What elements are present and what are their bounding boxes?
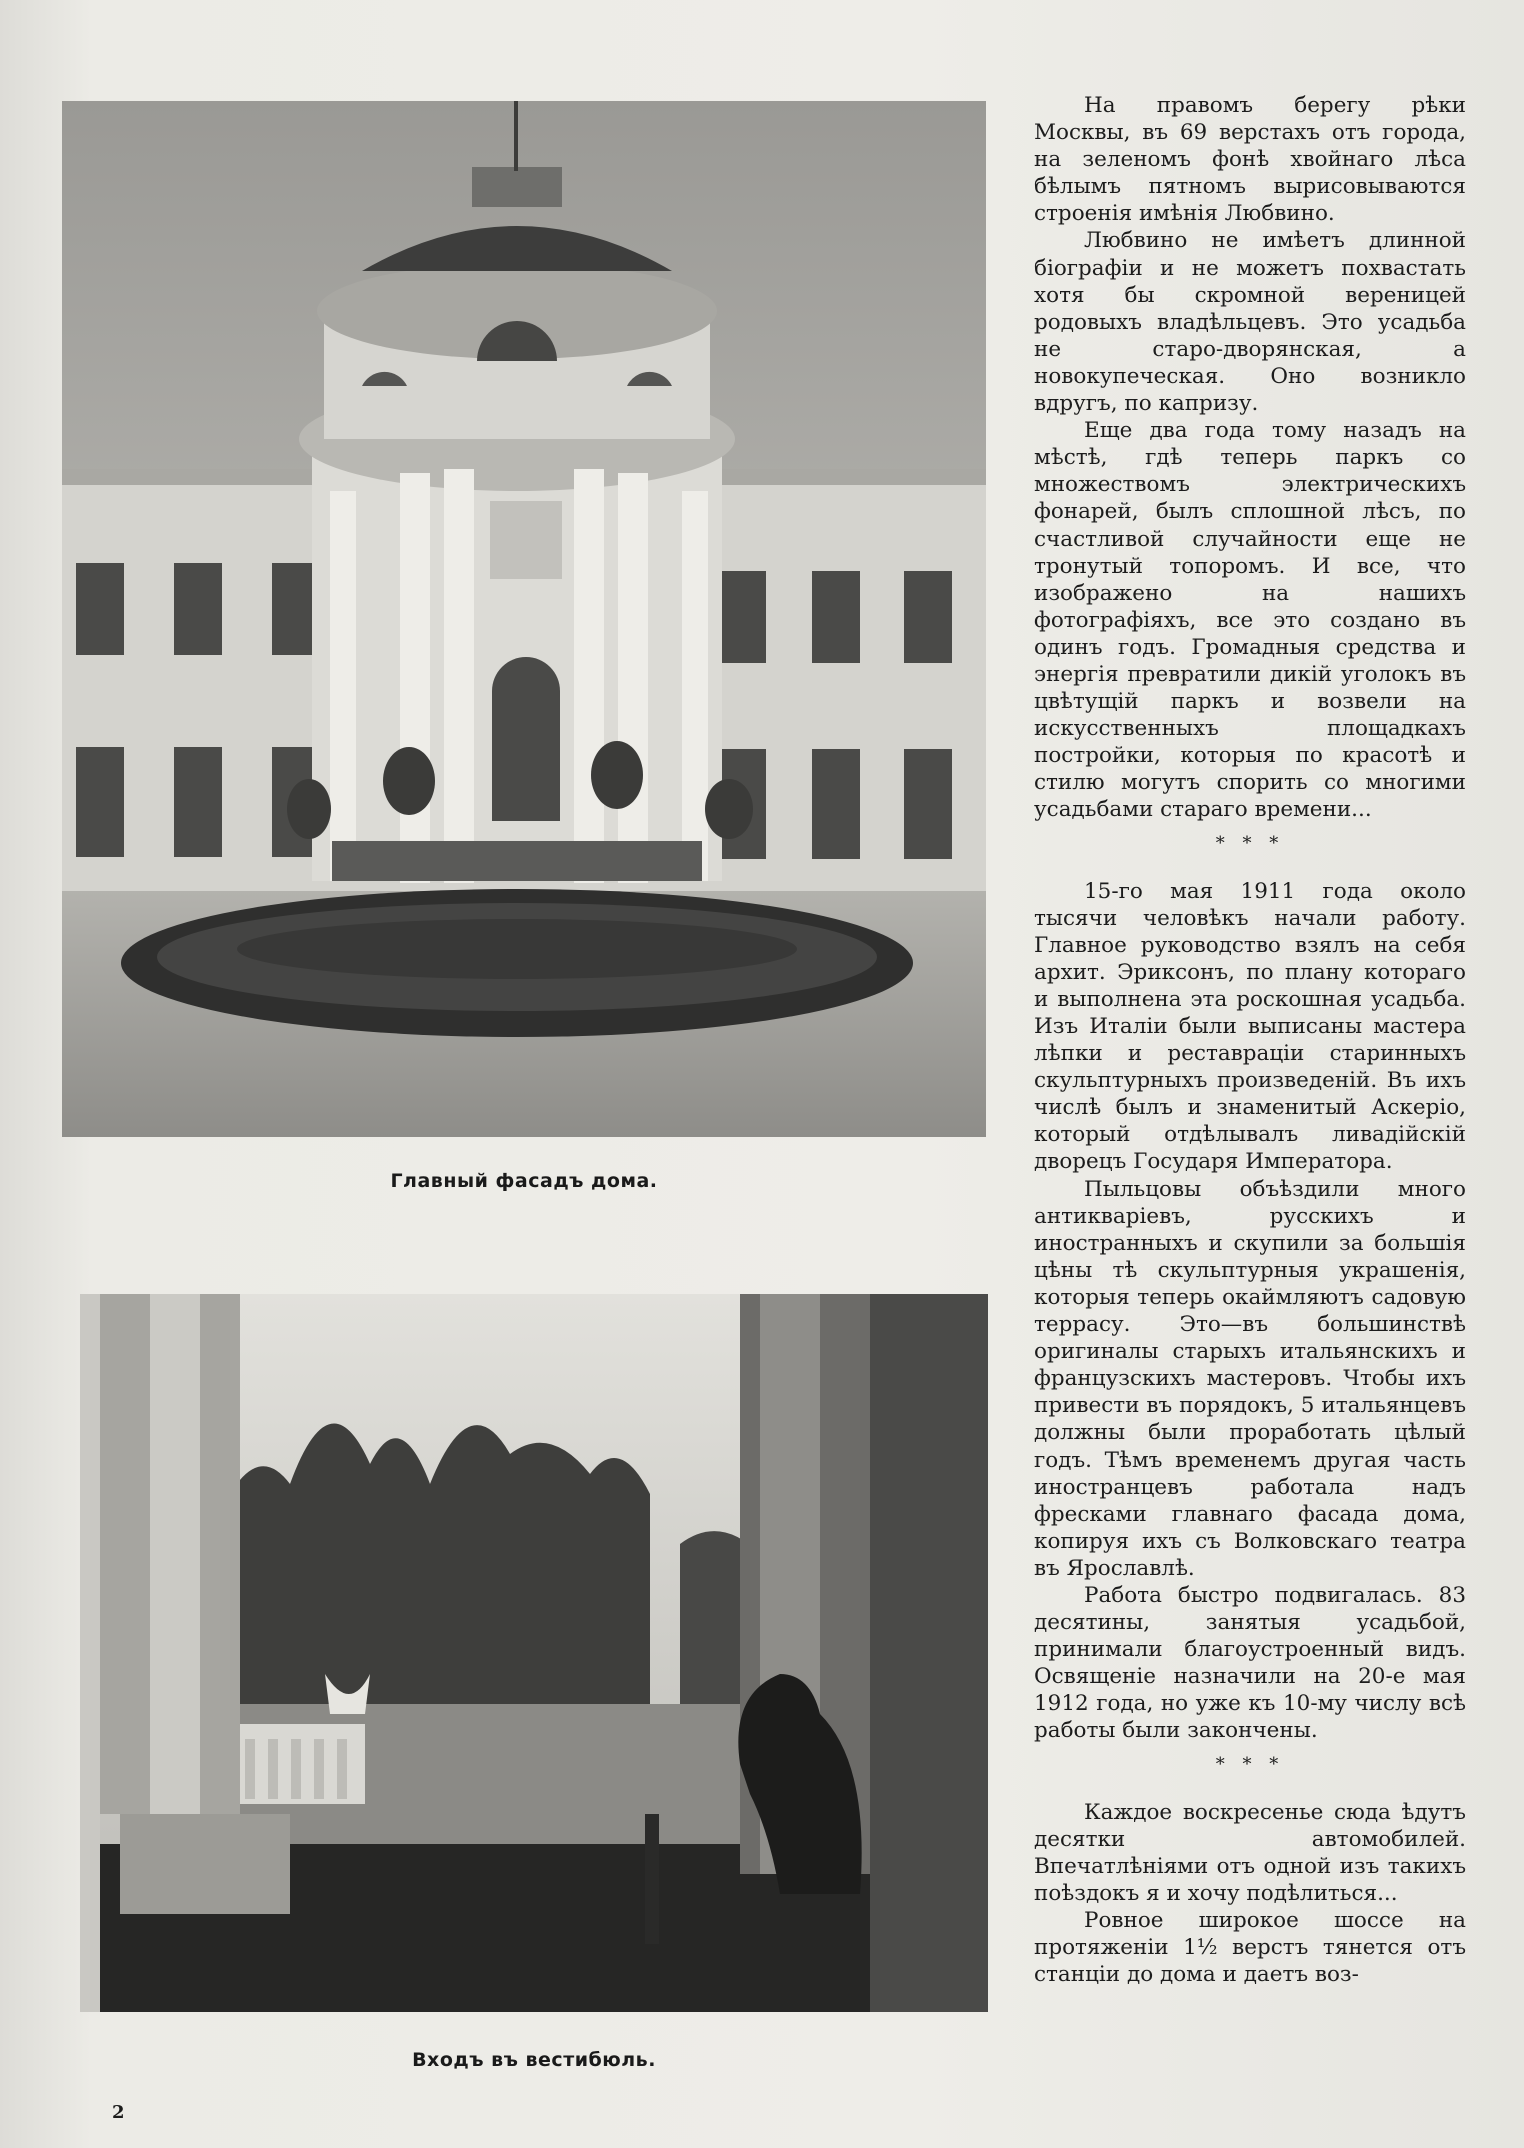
paragraph-may-1911: 15-го мая 1911 года около тысячи человѣкъ начали работу. Главное руководство взялъ на себя архит. Эриксонъ, по плану котораго и выполнена эта роскошная усадьба. Изъ Италіи были выписаны мастера лѣпки и реставраціи старинныхъ скульптурныхъ произведеній. Въ ихъ числѣ былъ и знаменитый Аскеріо, который отдѣлывалъ ливадійскій дворецъ Государя Императора. xyxy=(1034,878,1466,1175)
photo-vestibule-entrance xyxy=(80,1294,988,2012)
caption-vestibule-entrance: Входъ въ вестибюль. xyxy=(412,2049,656,2071)
caption-main-facade: Главный фасадъ дома. xyxy=(390,1170,658,1192)
paragraph-highway: Ровное широкое шоссе на протяженіи 1½ верстъ тянется отъ станціи до дома и даетъ воз- xyxy=(1034,1907,1466,1988)
facade-illustration xyxy=(62,101,986,1137)
paragraph-work-progress: Работа быстро подвигалась. 83 десятины, занятыя усадьбой, принимали благоустроенный видъ. Освященіе назначили на 20-е мая 1912 года, но уже къ 10-му числу всѣ работы были закончены. xyxy=(1034,1582,1466,1744)
paragraph-biography: Любвино не имѣетъ длинной біографіи и не можетъ похвастать хотя бы скромной вереницей родовыхъ владѣльцевъ. Это усадьба не старо-дворянская, а новокупеческая. Оно возникло вдругъ, по капризу. xyxy=(1034,228,1466,417)
article-text-column xyxy=(1034,92,1466,1988)
photo-main-facade xyxy=(62,101,986,1137)
paragraph-antiques: Пыльцовы объѣздили много антикваріевъ, русскихъ и иностранныхъ и скупили за большія цѣны тѣ скульптурныя украшенія, которыя теперь окаймляютъ садовую террасу. Это—въ большинствѣ оригиналы старыхъ итальянскихъ и французскихъ мастеровъ. Чтобы ихъ привести въ порядокъ, 5 итальянцевъ должны были проработать цѣлый годъ. Тѣмъ временемъ другая часть иностранцевъ работала надъ фресками главнаго фасада дома, копируя ихъ съ Волковскаго театра въ Ярославлѣ. xyxy=(1034,1176,1466,1581)
vestibule-illustration xyxy=(80,1294,988,2012)
paragraph-two-years: Еще два года тому назадъ на мѣстѣ, гдѣ теперь паркъ со множествомъ электрическихъ фонарей, былъ сплошной лѣсъ, по счастливой случайности еще не тронутый топоромъ. И все, что изображено на нашихъ фотографіяхъ, все это создано въ одинъ годъ. Громадныя средства и энергія превратили дикій уголокъ въ цвѣтущій паркъ и возвели на искусственныхъ площадкахъ постройки, которыя по красотѣ и стилю могутъ спорить со многими усадьбами стараго времени... xyxy=(1034,418,1466,823)
page-number: 2 xyxy=(112,2102,125,2123)
paragraph-intro: На правомъ берегу рѣки Москвы, въ 69 верстахъ отъ города, на зеленомъ фонѣ хвойнаго лѣса бѣлымъ пятномъ вырисовываются строенія имѣнія Любвино. xyxy=(1034,93,1466,227)
paragraph-sundays: Каждое воскресенье сюда ѣдутъ десятки автомобилей. Впечатлѣніями отъ одной изъ такихъ поѣздокъ я и хочу подѣлиться... xyxy=(1034,1799,1466,1906)
section-divider-stars: * * * xyxy=(1215,832,1285,854)
section-divider-stars-2: * * * xyxy=(1215,1753,1285,1775)
